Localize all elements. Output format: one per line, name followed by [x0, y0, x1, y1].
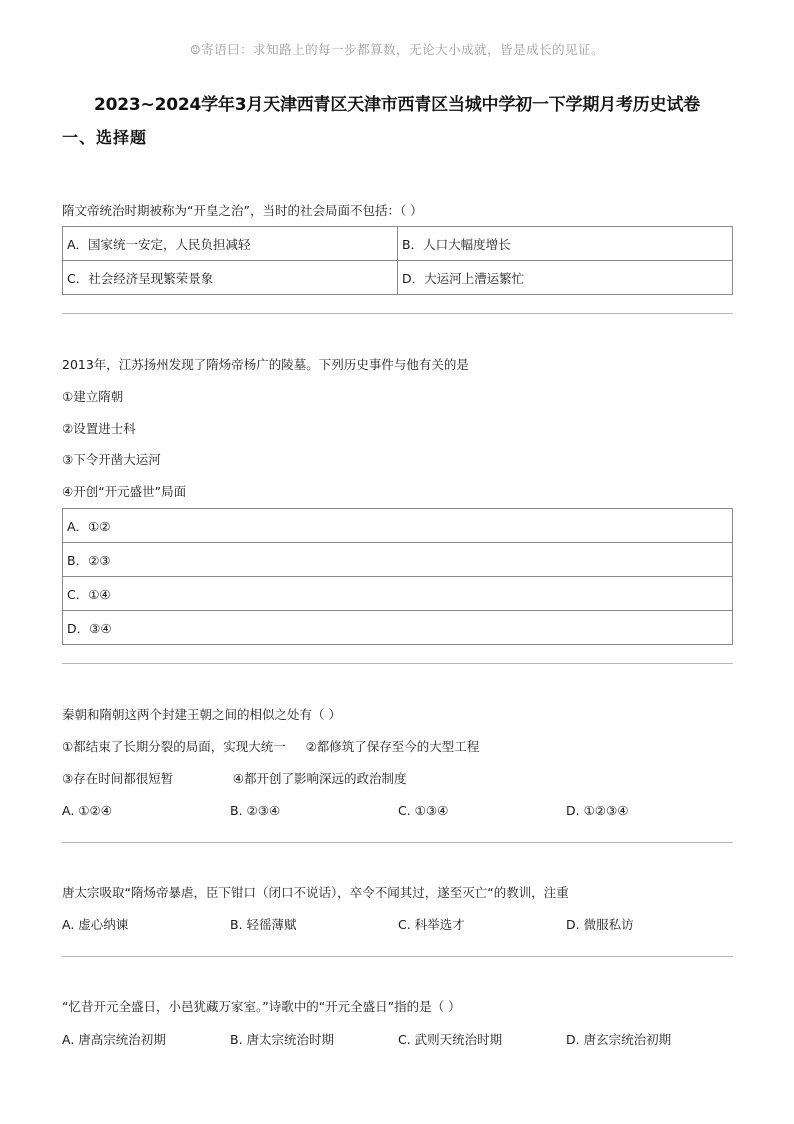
option-c[interactable]: C. 武则天统治时期 [398, 1032, 503, 1047]
question-2-item-2: ②设置进士科 [62, 421, 136, 436]
option-a[interactable]: A. 虚心纳谏 [62, 917, 129, 932]
divider [62, 956, 733, 957]
question-3-item-2: ③存在时间都很短暂 ④都开创了影响深远的政治制度 [62, 771, 407, 786]
option-d[interactable]: D．③④ [63, 611, 733, 645]
option-a[interactable]: A．国家统一安定，人民负担减轻 [63, 227, 398, 261]
question-3-item-1: ①都结束了长期分裂的局面，实现大统一 ②都修筑了保存至今的大型工程 [62, 739, 480, 754]
question-1-options [62, 226, 733, 295]
option-d[interactable]: D. 微服私访 [566, 917, 634, 932]
question-2-item-4: ④开创“开元盛世”局面 [62, 484, 187, 499]
option-c[interactable]: C. ①③④ [398, 803, 449, 818]
divider [62, 663, 733, 664]
question-2-stem: 2013年，江苏扬州发现了隋炀帝杨广的陵墓。下列历史事件与他有关的是 [62, 357, 469, 372]
option-a[interactable]: A. 唐高宗统治初期 [62, 1032, 166, 1047]
option-b[interactable]: B．②③ [63, 543, 733, 577]
option-b[interactable]: B. 唐太宗统治时期 [230, 1032, 335, 1047]
motto-text: 寄语曰：求知路上的每一步都算数，无论大小成就，皆是成长的见证。 [201, 42, 605, 57]
question-1-stem: 隋文帝统治时期被称为“开皇之治”，当时的社会局面不包括：（ ） [62, 203, 423, 218]
question-2-options [62, 508, 733, 645]
question-4-options [62, 917, 734, 933]
option-b[interactable]: B．人口大幅度增长 [398, 227, 733, 261]
option-a[interactable]: A．①② [63, 509, 733, 543]
question-5-options [62, 1032, 734, 1048]
option-b[interactable]: B. ②③④ [230, 803, 281, 818]
option-c[interactable]: C．①④ [63, 577, 733, 611]
option-a[interactable]: A. ①②④ [62, 803, 112, 818]
option-c[interactable]: C. 科举选才 [398, 917, 465, 932]
question-3-stem: 秦朝和隋朝这两个封建王朝之间的相似之处有（ ） [62, 707, 341, 722]
option-b[interactable]: B. 轻徭薄赋 [230, 917, 297, 932]
section-heading: 一、选择题 [62, 128, 148, 147]
page-title: 2023~2024学年3月天津西青区天津市西青区当城中学初一下学期月考历史试卷 [94, 95, 700, 115]
option-c[interactable]: C．社会经济呈现繁荣景象 [63, 261, 398, 295]
question-2-item-1: ①建立隋朝 [62, 389, 124, 404]
question-2-item-3: ③下令开凿大运河 [62, 452, 161, 467]
question-4-stem: 唐太宗吸取“隋炀帝暴虐，臣下钳口（闭口不说话），卒令不闻其过，遂至灭亡“的教训，注重 [62, 885, 569, 900]
divider [62, 842, 733, 843]
motto-banner [0, 40, 794, 58]
question-5-stem: “忆昔开元全盛日，小邑犹藏万家室。”诗歌中的“开元全盛日”指的是（ ） [62, 999, 461, 1014]
option-d[interactable]: D. 唐玄宗统治初期 [566, 1032, 672, 1047]
divider [62, 313, 733, 314]
question-3-options [62, 803, 734, 819]
option-d[interactable]: D. ①②③④ [566, 803, 629, 818]
option-d[interactable]: D．大运河上漕运繁忙 [398, 261, 733, 295]
smile-icon: ☺ [189, 43, 202, 57]
